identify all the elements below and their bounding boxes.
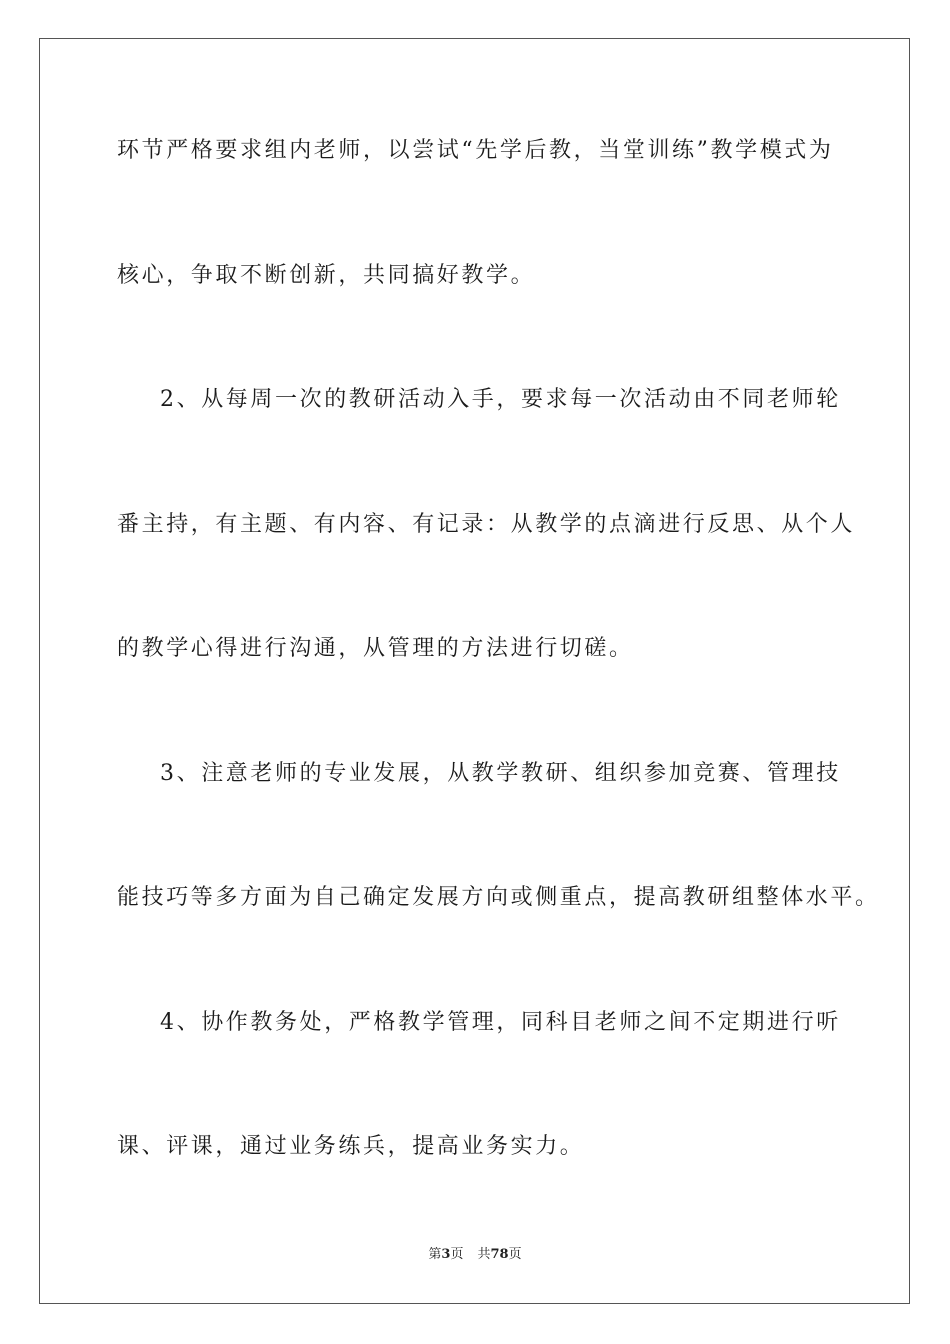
- text-line-7: 能技巧等多方面为自己确定发展方向或侧重点，提高教研组整体水平。: [117, 885, 880, 910]
- text-line-1: 环节严格要求组内老师，以尝试“先学后教，当堂训练”教学模式为: [117, 138, 834, 163]
- page-border: [39, 38, 910, 1304]
- text-line-9: 课、评课，通过业务练兵，提高业务实力。: [117, 1134, 585, 1159]
- text-line-4: 番主持，有主题、有内容、有记录：从教学的点滴进行反思、从个人: [117, 512, 856, 537]
- text-line-3: 2、从每周一次的教研活动入手，要求每一次活动由不同老师轮: [160, 387, 841, 412]
- text-line-8: 4、协作教务处，严格教学管理，同科目老师之间不定期进行听: [160, 1010, 841, 1035]
- text-line-2: 核心，争取不断创新，共同搞好教学。: [117, 263, 536, 288]
- total-prefix: 共: [477, 1247, 491, 1262]
- total-pages: 78: [490, 1247, 509, 1262]
- page-suffix: 页: [450, 1247, 464, 1262]
- page-footer: [0, 1246, 950, 1264]
- total-suffix: 页: [508, 1247, 522, 1262]
- text-line-6: 3、注意老师的专业发展，从教学教研、组织参加竞赛、管理技: [160, 761, 841, 786]
- page-number: 3: [441, 1247, 451, 1262]
- page-prefix: 第: [428, 1247, 442, 1262]
- text-line-5: 的教学心得进行沟通，从管理的方法进行切磋。: [117, 636, 634, 661]
